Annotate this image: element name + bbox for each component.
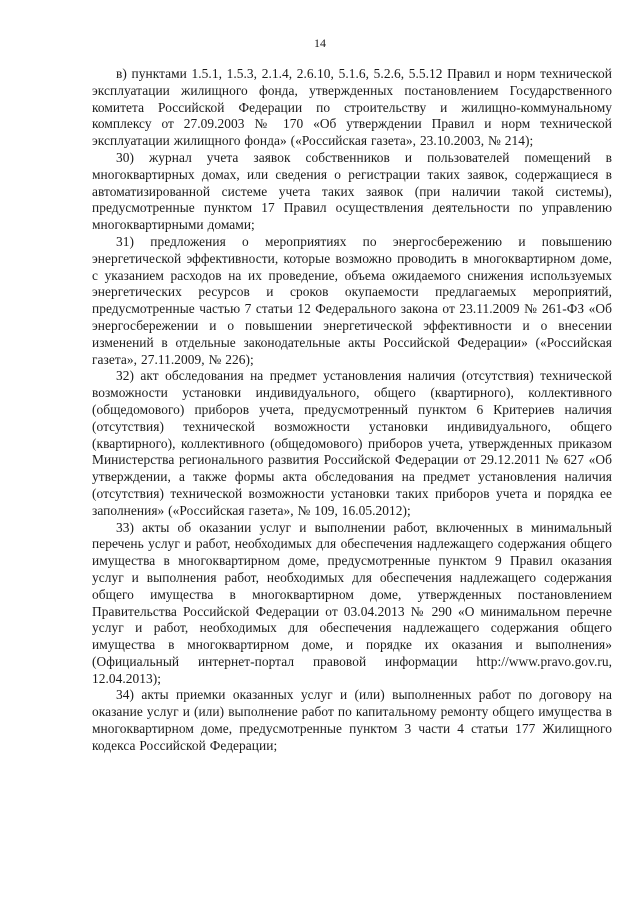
paragraph-item-34: 34) акты приемки оказанных услуг и (или) выполненных работ по договору на оказание услуг и (или) выполнение работ по капитальному ремонту общего имущества в многоквартирном доме, предусмотренные пунктом 3 части 4 статьи 177 Жилищного кодекса Российской Федерации; (92, 687, 612, 753)
page-number: 14 (314, 36, 326, 50)
paragraph-item-32: 32) акт обследования на предмет установления наличия (отсутствия) технической возможности установки индивидуального, общего (квартирного), коллективного (общедомового) приборов учета, предусмотренный пунктом 6 Критериев наличия (отсутствия) технической возможности установки индивидуального, общего (квартирного), коллективного (общедомового) приборов учета, утвержденных приказом Министерства регионального развития Российской Федерации от 29.12.2011 № 627 «Об утверждении, а также формы акта обследования на предмет установления наличия (отсутствия) технической возможности установки таких приборов учета и порядка ее заполнения» («Российская газета», № 109, 16.05.2012); (92, 368, 612, 518)
paragraph-item-30: 30) журнал учета заявок собственников и пользователей помещений в многоквартирных домах, или сведения о регистрации таких заявок, содержащиеся в автоматизированной системе учета таких заявок (при наличии такой системы), предусмотренные пунктом 17 Правил осуществления деятельности по управлению многоквартирными домами; (92, 149, 612, 233)
document-body (92, 66, 612, 755)
paragraph-item-33: 33) акты об оказании услуг и выполнении работ, включенных в минимальный перечень услуг и работ, необходимых для обеспечения надлежащего содержания общего имущества в многоквартирном доме, предусмотренные пунктом 9 Правил оказания услуг и выполнения работ, необходимых для обеспечения надлежащего содержания общего имущества в многоквартирном доме, утвержденных постановлением Правительства Российской Федерации от 03.04.2013 № 290 «О минимальном перечне услуг и работ, необходимых для обеспечения надлежащего содержания общего имущества в многоквартирном доме, и порядке их оказания и выполнения» (Официальный интернет-портал правовой информации http://www.pravo.gov.ru, 12.04.2013); (92, 519, 612, 686)
paragraph-item-v: в) пунктами 1.5.1, 1.5.3, 2.1.4, 2.6.10, 5.1.6, 5.2.6, 5.5.12 Правил и норм технической эксплуатации жилищного фонда, утвержденных постановлением Государственного комитета Российской Федерации по строительству и жилищно-коммунальному комплексу от 27.09.2003 № 170 «Об утверждении Правил и норм технической эксплуатации жилищного фонда» («Российская газета», 23.10.2003, № 214); (92, 66, 612, 149)
paragraph-item-31: 31) предложения о мероприятиях по энергосбережению и повышению энергетической эффективности, которые возможно проводить в многоквартирном доме, с указанием расходов на их проведение, объема ожидаемого снижения используемых энергетических ресурсов и сроков окупаемости предлагаемых мероприятий, предусмотренные частью 7 статьи 12 Федерального закона от 23.11.2009 № 261-ФЗ «Об энергосбережении и о повышении энергетической эффективности и о внесении изменений в отдельные законодательные акты Российской Федерации» («Российская газета», 27.11.2009, № 226); (92, 233, 612, 367)
